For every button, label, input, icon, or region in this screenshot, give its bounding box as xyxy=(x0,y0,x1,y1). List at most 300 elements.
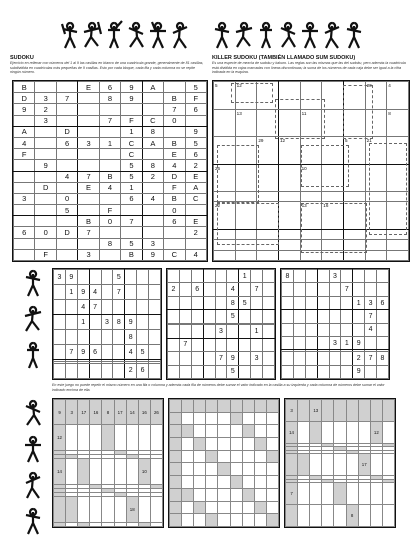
grid-cell[interactable] xyxy=(101,285,113,300)
grid-cell[interactable] xyxy=(101,330,113,345)
grid-cell[interactable]: B xyxy=(164,193,185,204)
grid-cell[interactable] xyxy=(137,270,149,285)
grid-cell[interactable] xyxy=(168,310,180,323)
grid-cell[interactable] xyxy=(282,296,294,309)
grid-cell[interactable]: 3 xyxy=(329,270,341,283)
grid-cell[interactable]: 3 xyxy=(365,296,377,309)
grid-cell[interactable] xyxy=(263,296,275,309)
grid-cell[interactable] xyxy=(149,330,161,345)
grid-cell[interactable] xyxy=(164,238,185,249)
grid-cell[interactable]: F xyxy=(35,249,56,260)
grid-cell[interactable]: 9 xyxy=(353,365,365,378)
grid-cell[interactable] xyxy=(235,192,257,202)
grid-cell[interactable] xyxy=(322,137,344,165)
grid-cell[interactable] xyxy=(300,82,322,110)
grid-cell[interactable] xyxy=(56,115,77,126)
grid-cell[interactable] xyxy=(137,315,149,330)
grid-cell[interactable] xyxy=(278,82,300,110)
kakuro-cell[interactable] xyxy=(182,463,194,476)
grid-cell[interactable] xyxy=(179,283,191,296)
grid-cell[interactable] xyxy=(35,238,56,249)
kakuro-cell[interactable] xyxy=(334,505,346,527)
grid-cell[interactable] xyxy=(14,160,35,171)
kakuro-cell[interactable] xyxy=(310,505,322,527)
grid-cell[interactable]: 5 xyxy=(56,205,77,216)
grid-cell[interactable] xyxy=(329,323,341,336)
grid-cell[interactable]: 8 xyxy=(387,109,409,137)
kakuro-cell[interactable] xyxy=(230,425,242,438)
grid-cell[interactable] xyxy=(203,310,215,323)
grid-cell[interactable] xyxy=(341,296,353,309)
grid-cell[interactable] xyxy=(78,104,99,115)
grid-cell[interactable] xyxy=(191,352,203,365)
grid-cell[interactable] xyxy=(191,365,203,378)
kakuro-cell[interactable] xyxy=(194,412,206,425)
kakuro-cell[interactable] xyxy=(266,488,278,501)
kakuro-cell[interactable] xyxy=(242,412,254,425)
grid-cell[interactable]: 6 xyxy=(377,296,389,309)
grid-cell[interactable] xyxy=(278,164,300,192)
grid-cell[interactable] xyxy=(257,250,279,260)
grid-cell[interactable] xyxy=(168,270,180,283)
kakuro-cell[interactable] xyxy=(254,412,266,425)
grid-cell[interactable] xyxy=(343,109,365,137)
grid-cell[interactable]: 7 xyxy=(56,93,77,104)
grid-cell[interactable] xyxy=(377,310,389,323)
grid-cell[interactable] xyxy=(257,192,279,202)
grid-cell[interactable] xyxy=(191,270,203,283)
grid-cell[interactable]: 9 xyxy=(121,93,142,104)
grid-cell[interactable]: F xyxy=(99,205,120,216)
kakuro-cell[interactable] xyxy=(242,450,254,463)
grid-cell[interactable] xyxy=(35,193,56,204)
grid-cell[interactable] xyxy=(101,270,113,285)
kakuro-cell[interactable] xyxy=(218,476,230,489)
grid-cell[interactable]: 1 xyxy=(341,337,353,350)
grid-cell[interactable] xyxy=(343,164,365,192)
grid-cell[interactable] xyxy=(343,240,365,250)
grid-cell[interactable]: 9 xyxy=(125,315,137,330)
kakuro-cell[interactable] xyxy=(218,412,230,425)
grid-cell[interactable] xyxy=(257,229,279,239)
kakuro-cell[interactable] xyxy=(206,425,218,438)
grid-cell[interactable] xyxy=(179,352,191,365)
grid-cell[interactable]: 5 xyxy=(137,345,149,360)
grid-cell[interactable] xyxy=(341,365,353,378)
grid-cell[interactable] xyxy=(317,310,329,323)
kakuro-cell[interactable] xyxy=(382,421,394,443)
kakuro-cell[interactable] xyxy=(230,438,242,451)
grid-cell[interactable] xyxy=(282,323,294,336)
grid-cell[interactable]: B xyxy=(78,216,99,227)
grid-cell[interactable] xyxy=(137,330,149,345)
kakuro-cell[interactable] xyxy=(114,425,126,450)
grid-cell[interactable]: 9 xyxy=(142,249,163,260)
grid-cell[interactable]: 2 xyxy=(142,171,163,182)
grid-cell[interactable]: 4 xyxy=(14,137,35,148)
grid-cell[interactable]: F xyxy=(185,93,207,104)
grid-cell[interactable] xyxy=(214,229,236,239)
grid-cell[interactable] xyxy=(149,315,161,330)
grid-cell[interactable] xyxy=(203,338,215,351)
grid-cell[interactable]: 0 xyxy=(164,205,185,216)
grid-cell[interactable]: 4 xyxy=(142,193,163,204)
kakuro-cell[interactable] xyxy=(242,476,254,489)
grid-cell[interactable] xyxy=(251,296,263,309)
grid-cell[interactable] xyxy=(101,363,113,378)
grid-cell[interactable] xyxy=(341,323,353,336)
grid-cell[interactable]: 1 xyxy=(121,182,142,193)
grid-cell[interactable] xyxy=(56,104,77,115)
grid-cell[interactable] xyxy=(142,93,163,104)
grid-cell[interactable] xyxy=(293,352,305,365)
grid-cell[interactable]: E xyxy=(78,82,99,93)
kakuro-cell[interactable] xyxy=(206,463,218,476)
grid-cell[interactable] xyxy=(300,229,322,239)
grid-cell[interactable]: 3 xyxy=(35,115,56,126)
kakuro-cell[interactable] xyxy=(90,425,102,450)
grid-cell[interactable] xyxy=(353,270,365,283)
grid-cell[interactable]: B xyxy=(164,137,185,148)
grid-cell[interactable]: 4 xyxy=(227,283,239,296)
kakuro-cell[interactable] xyxy=(114,459,126,484)
grid-cell[interactable] xyxy=(353,310,365,323)
grid-cell[interactable] xyxy=(300,250,322,260)
kakuro-cell[interactable] xyxy=(206,501,218,514)
grid-cell[interactable] xyxy=(101,300,113,315)
kakuro-cell[interactable] xyxy=(254,463,266,476)
kakuro-cell[interactable] xyxy=(346,421,358,443)
grid-cell[interactable]: 8 xyxy=(113,315,125,330)
grid-cell[interactable] xyxy=(89,315,101,330)
kakuro-cell[interactable] xyxy=(242,438,254,451)
kakuro-cell[interactable] xyxy=(90,497,102,522)
grid-cell[interactable] xyxy=(35,216,56,227)
kakuro-cell[interactable] xyxy=(266,412,278,425)
grid-cell[interactable] xyxy=(203,365,215,378)
grid-cell[interactable] xyxy=(56,182,77,193)
kakuro-cell[interactable] xyxy=(102,522,114,526)
grid-cell[interactable] xyxy=(387,240,409,250)
grid-cell[interactable] xyxy=(257,109,279,137)
grid-cell[interactable]: 0 xyxy=(99,216,120,227)
grid-cell[interactable] xyxy=(203,270,215,283)
grid-cell[interactable]: 7 xyxy=(365,352,377,365)
kakuro-cell[interactable] xyxy=(206,412,218,425)
kakuro-cell[interactable] xyxy=(230,450,242,463)
grid-cell[interactable] xyxy=(235,250,257,260)
grid-cell[interactable] xyxy=(341,310,353,323)
grid-cell[interactable] xyxy=(149,285,161,300)
grid-cell[interactable] xyxy=(65,330,77,345)
grid-cell[interactable] xyxy=(185,115,207,126)
grid-cell[interactable]: F xyxy=(121,115,142,126)
grid-cell[interactable]: 6 xyxy=(185,104,207,115)
kakuro-cell[interactable] xyxy=(194,463,206,476)
grid-cell[interactable]: 8 xyxy=(125,330,137,345)
grid-cell[interactable] xyxy=(78,93,99,104)
grid-cell[interactable] xyxy=(322,192,344,202)
grid-cell[interactable] xyxy=(293,270,305,283)
kakuro-cell[interactable] xyxy=(382,505,394,527)
grid-cell[interactable] xyxy=(343,202,365,230)
grid-cell[interactable] xyxy=(239,310,251,323)
kakuro-cell[interactable] xyxy=(266,476,278,489)
grid-cell[interactable] xyxy=(78,205,99,216)
kakuro-cell[interactable] xyxy=(114,497,126,522)
grid-cell[interactable] xyxy=(278,240,300,250)
grid-cell[interactable]: 6 xyxy=(191,283,203,296)
grid-cell[interactable] xyxy=(215,338,227,351)
grid-cell[interactable] xyxy=(305,270,317,283)
grid-cell[interactable] xyxy=(239,365,251,378)
grid-cell[interactable]: E xyxy=(185,171,207,182)
grid-cell[interactable] xyxy=(329,283,341,296)
grid-cell[interactable]: 8 xyxy=(99,238,120,249)
grid-cell[interactable] xyxy=(14,249,35,260)
grid-cell[interactable] xyxy=(35,205,56,216)
grid-cell[interactable] xyxy=(214,250,236,260)
grid-cell[interactable] xyxy=(317,323,329,336)
grid-cell[interactable] xyxy=(164,126,185,137)
grid-cell[interactable] xyxy=(353,323,365,336)
grid-cell[interactable] xyxy=(125,300,137,315)
kakuro-cell[interactable] xyxy=(218,438,230,451)
kakuro-cell[interactable] xyxy=(346,454,358,476)
grid-cell[interactable] xyxy=(168,338,180,351)
grid-cell[interactable]: 5 xyxy=(113,270,125,285)
grid-cell[interactable]: 1 xyxy=(121,126,142,137)
kakuro-cell[interactable] xyxy=(126,522,138,526)
kakuro-cell[interactable] xyxy=(114,522,126,526)
grid-cell[interactable] xyxy=(305,337,317,350)
grid-cell[interactable]: 8 xyxy=(142,160,163,171)
kakuro-cell[interactable] xyxy=(138,497,150,522)
kakuro-cell[interactable] xyxy=(230,501,242,514)
kakuro-cell[interactable] xyxy=(310,483,322,505)
grid-cell[interactable] xyxy=(365,283,377,296)
kakuro-cell[interactable] xyxy=(182,501,194,514)
grid-cell[interactable] xyxy=(227,338,239,351)
kakuro-cell[interactable] xyxy=(102,497,114,522)
grid-cell[interactable]: 4 xyxy=(387,82,409,110)
grid-cell[interactable] xyxy=(278,229,300,239)
grid-cell[interactable] xyxy=(235,202,257,230)
grid-cell[interactable] xyxy=(78,193,99,204)
grid-cell[interactable] xyxy=(365,337,377,350)
grid-cell[interactable]: D xyxy=(35,182,56,193)
grid-cell[interactable]: 1 xyxy=(99,137,120,148)
kakuro-cell[interactable] xyxy=(182,450,194,463)
grid-cell[interactable]: F xyxy=(164,182,185,193)
grid-cell[interactable] xyxy=(317,296,329,309)
grid-cell[interactable]: B xyxy=(121,249,142,260)
grid-cell[interactable] xyxy=(125,270,137,285)
grid-cell[interactable] xyxy=(56,238,77,249)
grid-cell[interactable] xyxy=(278,250,300,260)
grid-cell[interactable] xyxy=(191,338,203,351)
grid-cell[interactable] xyxy=(341,270,353,283)
grid-cell[interactable] xyxy=(257,164,279,192)
grid-cell[interactable] xyxy=(14,238,35,249)
kakuro-cell[interactable] xyxy=(382,483,394,505)
grid-cell[interactable]: E xyxy=(164,149,185,160)
kakuro-cell[interactable] xyxy=(322,454,334,476)
grid-cell[interactable]: 6 xyxy=(89,345,101,360)
grid-cell[interactable] xyxy=(149,300,161,315)
grid-cell[interactable]: 2 xyxy=(168,283,180,296)
grid-cell[interactable] xyxy=(179,310,191,323)
grid-cell[interactable] xyxy=(56,249,77,260)
grid-cell[interactable] xyxy=(282,365,294,378)
grid-cell[interactable] xyxy=(282,352,294,365)
grid-cell[interactable] xyxy=(168,296,180,309)
grid-cell[interactable] xyxy=(343,250,365,260)
grid-cell[interactable]: 22 xyxy=(214,202,236,230)
grid-cell[interactable] xyxy=(142,182,163,193)
kakuro-cell[interactable] xyxy=(242,463,254,476)
grid-cell[interactable] xyxy=(125,285,137,300)
grid-cell[interactable]: 13 xyxy=(300,202,322,230)
grid-cell[interactable] xyxy=(300,240,322,250)
grid-cell[interactable] xyxy=(365,270,377,283)
kakuro-cell[interactable] xyxy=(254,425,266,438)
grid-cell[interactable] xyxy=(329,352,341,365)
grid-cell[interactable] xyxy=(113,300,125,315)
grid-cell[interactable]: 4 xyxy=(365,323,377,336)
grid-cell[interactable]: 26 xyxy=(214,164,236,192)
kakuro-cell[interactable] xyxy=(126,459,138,484)
grid-cell[interactable] xyxy=(278,192,300,202)
grid-cell[interactable] xyxy=(214,109,236,137)
grid-cell[interactable]: 8 xyxy=(282,270,294,283)
grid-cell[interactable]: 29 xyxy=(257,137,279,165)
grid-cell[interactable]: 0 xyxy=(56,193,77,204)
grid-cell[interactable] xyxy=(35,137,56,148)
grid-cell[interactable] xyxy=(282,337,294,350)
kakuro-cell[interactable] xyxy=(194,476,206,489)
grid-cell[interactable]: 7 xyxy=(99,115,120,126)
grid-cell[interactable] xyxy=(54,315,66,330)
grid-cell[interactable] xyxy=(343,229,365,239)
grid-cell[interactable] xyxy=(239,283,251,296)
grid-cell[interactable] xyxy=(251,338,263,351)
grid-cell[interactable]: 9 xyxy=(353,337,365,350)
grid-cell[interactable]: 6 xyxy=(14,227,35,238)
grid-cell[interactable] xyxy=(377,323,389,336)
grid-cell[interactable]: C xyxy=(185,193,207,204)
grid-cell[interactable]: 5 xyxy=(185,82,207,93)
kakuro-cell[interactable] xyxy=(370,483,382,505)
grid-cell[interactable] xyxy=(263,338,275,351)
kakuro-cell[interactable] xyxy=(266,438,278,451)
grid-cell[interactable] xyxy=(179,270,191,283)
kakuro-cell[interactable] xyxy=(78,425,90,450)
grid-cell[interactable] xyxy=(282,283,294,296)
kakuro-cell[interactable] xyxy=(298,421,310,443)
grid-cell[interactable]: 7 xyxy=(113,285,125,300)
grid-cell[interactable] xyxy=(214,192,236,202)
grid-cell[interactable] xyxy=(164,227,185,238)
grid-cell[interactable]: 0 xyxy=(35,227,56,238)
grid-cell[interactable]: 4 xyxy=(125,345,137,360)
grid-cell[interactable] xyxy=(322,240,344,250)
grid-cell[interactable] xyxy=(305,323,317,336)
grid-cell[interactable] xyxy=(387,192,409,202)
grid-cell[interactable] xyxy=(54,330,66,345)
grid-cell[interactable] xyxy=(65,363,77,378)
kakuro-cell[interactable] xyxy=(102,459,114,484)
grid-cell[interactable]: 3 xyxy=(54,270,66,285)
grid-cell[interactable] xyxy=(78,160,99,171)
grid-cell[interactable]: 20 xyxy=(365,82,387,110)
grid-cell[interactable] xyxy=(227,325,239,338)
grid-cell[interactable]: 5 xyxy=(121,171,142,182)
grid-cell[interactable] xyxy=(214,137,236,165)
grid-cell[interactable] xyxy=(317,365,329,378)
grid-cell[interactable] xyxy=(343,192,365,202)
grid-cell[interactable]: 7 xyxy=(78,227,99,238)
grid-cell[interactable] xyxy=(282,310,294,323)
grid-cell[interactable] xyxy=(179,325,191,338)
kakuro-cell[interactable] xyxy=(194,450,206,463)
grid-cell[interactable] xyxy=(185,205,207,216)
grid-cell[interactable]: B xyxy=(14,82,35,93)
grid-cell[interactable] xyxy=(322,109,344,137)
grid-cell[interactable]: 6 xyxy=(121,193,142,204)
grid-cell[interactable] xyxy=(54,285,66,300)
grid-cell[interactable] xyxy=(101,345,113,360)
grid-cell[interactable] xyxy=(78,238,99,249)
grid-cell[interactable]: 0 xyxy=(164,115,185,126)
grid-cell[interactable] xyxy=(305,283,317,296)
grid-cell[interactable]: 7 xyxy=(164,104,185,115)
grid-cell[interactable] xyxy=(235,137,257,165)
grid-cell[interactable] xyxy=(203,283,215,296)
grid-cell[interactable]: 5 xyxy=(343,137,365,165)
grid-cell[interactable] xyxy=(365,109,387,137)
grid-cell[interactable]: 7 xyxy=(121,216,142,227)
grid-cell[interactable] xyxy=(191,310,203,323)
grid-cell[interactable] xyxy=(168,365,180,378)
kakuro-cell[interactable] xyxy=(206,476,218,489)
grid-cell[interactable] xyxy=(239,352,251,365)
grid-cell[interactable]: 2 xyxy=(185,227,207,238)
kakuro-cell[interactable] xyxy=(78,497,90,522)
kakuro-cell[interactable] xyxy=(334,421,346,443)
grid-cell[interactable] xyxy=(215,365,227,378)
grid-cell[interactable] xyxy=(317,283,329,296)
grid-cell[interactable] xyxy=(137,300,149,315)
grid-cell[interactable] xyxy=(14,205,35,216)
grid-cell[interactable] xyxy=(78,149,99,160)
kakuro-cell[interactable] xyxy=(230,488,242,501)
grid-cell[interactable] xyxy=(305,310,317,323)
grid-cell[interactable] xyxy=(257,240,279,250)
grid-cell[interactable] xyxy=(191,325,203,338)
kakuro-cell[interactable] xyxy=(254,476,266,489)
grid-cell[interactable]: 1 xyxy=(77,315,89,330)
kakuro-cell[interactable] xyxy=(218,488,230,501)
grid-cell[interactable]: 10 xyxy=(300,164,322,192)
grid-cell[interactable] xyxy=(35,126,56,137)
grid-cell[interactable]: 8 xyxy=(377,352,389,365)
grid-cell[interactable] xyxy=(99,160,120,171)
grid-cell[interactable]: 9 xyxy=(227,352,239,365)
grid-cell[interactable] xyxy=(78,115,99,126)
kakuro-cell[interactable] xyxy=(298,505,310,527)
grid-cell[interactable]: 7 xyxy=(89,300,101,315)
